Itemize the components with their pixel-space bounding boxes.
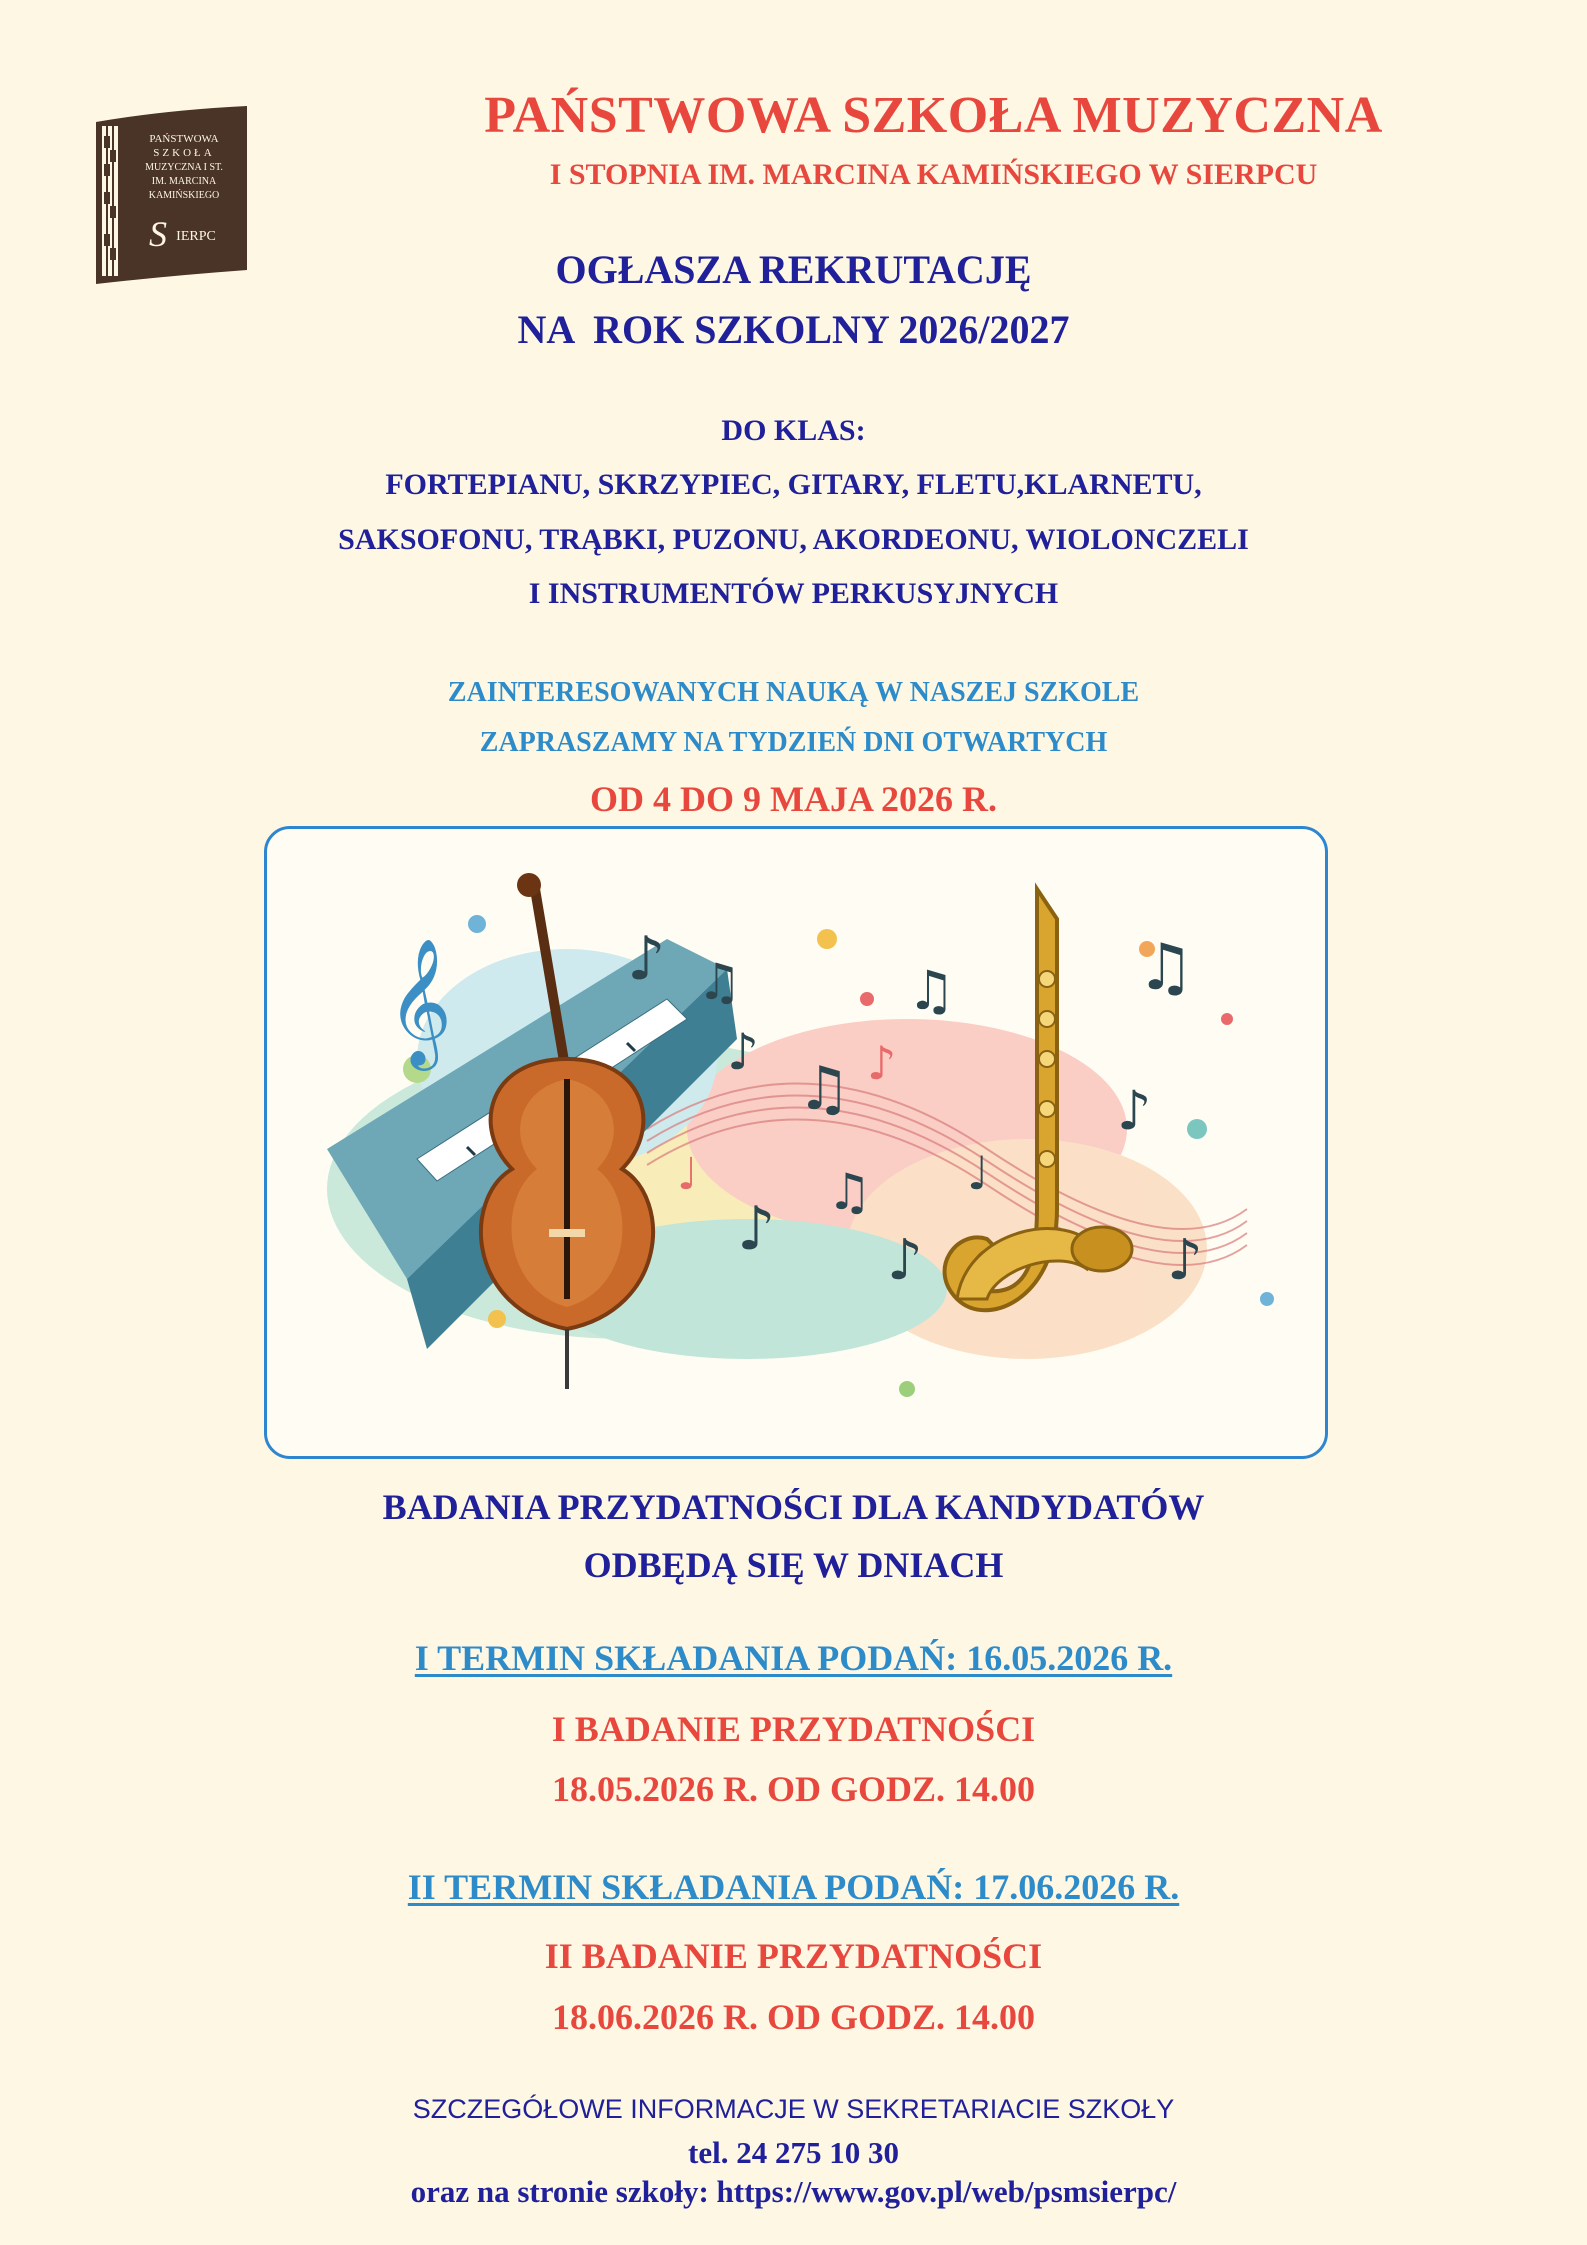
- music-note-icon: ♫: [907, 959, 956, 1022]
- music-note-icon: ♩: [967, 1146, 989, 1200]
- classes-line-2: SAKSOFONU, TRĄBKI, PUZONU, AKORDEONU, WIOLONCZELI: [338, 523, 1249, 556]
- music-note-icon: ♪: [867, 1036, 897, 1090]
- open-days-line-2: ZAPRASZAMY NA TYDZIEŃ DNI OTWARTYCH: [479, 727, 1108, 758]
- footer-website-link[interactable]: oraz na stronie szkoły: https://www.gov.pl/web/psmsierpc/: [410, 2174, 1177, 2209]
- music-note-icon: ♪: [737, 1194, 776, 1264]
- music-note-icon: ♪: [1117, 1079, 1152, 1142]
- school-name: PAŃSTWOWA SZKOŁA MUZYCZNA: [484, 87, 1383, 144]
- music-note-icon: ♪: [1167, 1228, 1203, 1293]
- music-note-icon: ♫: [697, 953, 742, 1011]
- test-2-date: 18.06.2026 R. OD GODZ. 14.00: [551, 1997, 1035, 2037]
- application-term-2: II TERMIN SKŁADANIA PODAŃ: 17.06.2026 R.: [407, 1867, 1180, 1907]
- footer-phone: tel. 24 275 10 30: [688, 2135, 899, 2170]
- application-term-1: I TERMIN SKŁADANIA PODAŃ: 16.05.2026 R.: [414, 1638, 1173, 1678]
- music-note-icon: ♫: [1137, 931, 1195, 1005]
- test-2-title: II BADANIE PRZYDATNOŚCI: [544, 1936, 1043, 1976]
- music-note-icon: ♪: [887, 1228, 923, 1293]
- paint-dot: [468, 915, 486, 933]
- open-days-line-1: ZAINTERESOWANYCH NAUKĄ W NASZEJ SZKOLE: [447, 677, 1140, 708]
- tests-line-2: ODBĘDĄ SIĘ W DNIACH: [583, 1545, 1004, 1585]
- logo-line-3: MUZYCZNA I ST.: [145, 162, 223, 173]
- music-note-icon: ♪: [627, 924, 666, 994]
- instruments-illustration: [264, 826, 1328, 1459]
- test-1-title: I BADANIE PRZYDATNOŚCI: [551, 1709, 1036, 1749]
- open-days-dates: OD 4 DO 9 MAJA 2026 R.: [590, 779, 997, 819]
- classes-line-1: FORTEPIANU, SKRZYPIEC, GITARY, FLETU,KLARNETU,: [385, 468, 1202, 501]
- classes-intro: DO KLAS:: [721, 414, 866, 447]
- music-note-icon: ♫: [827, 1163, 872, 1221]
- logo-line-5: KAMIŃSKIEGO: [148, 190, 220, 201]
- tests-line-1: BADANIA PRZYDATNOŚCI DLA KANDYDATÓW: [382, 1487, 1205, 1527]
- music-note-icon: ♩: [677, 1149, 698, 1200]
- logo-line-2: SZKOŁA: [153, 147, 215, 159]
- footer-info: SZCZEGÓŁOWE INFORMACJE W SEKRETARIACIE SZKOŁY: [412, 2094, 1175, 2124]
- logo-city-initial: S: [149, 214, 167, 254]
- classes-line-3: I INSTRUMENTÓW PERKUSYJNYCH: [528, 577, 1059, 610]
- music-note-icon: ♪: [727, 1023, 759, 1081]
- announcement-line-1: OGŁASZA REKRUTACJĘ: [555, 247, 1032, 292]
- music-note-icon: ♫: [797, 1054, 851, 1124]
- treble-clef-icon: 𝄞: [387, 937, 453, 1065]
- test-1-date: 18.05.2026 R. OD GODZ. 14.00: [551, 1769, 1035, 1809]
- school-subtitle: I STOPNIA IM. MARCINA KAMIŃSKIEGO W SIERPCU: [549, 158, 1318, 191]
- logo-city-rest: IERPC: [176, 229, 216, 244]
- logo-line-1: PAŃSTWOWA: [149, 133, 219, 145]
- logo-line-4: IM. MARCINA: [151, 176, 217, 187]
- announcement-line-2: NA ROK SZKOLNY 2026/2027: [517, 307, 1070, 352]
